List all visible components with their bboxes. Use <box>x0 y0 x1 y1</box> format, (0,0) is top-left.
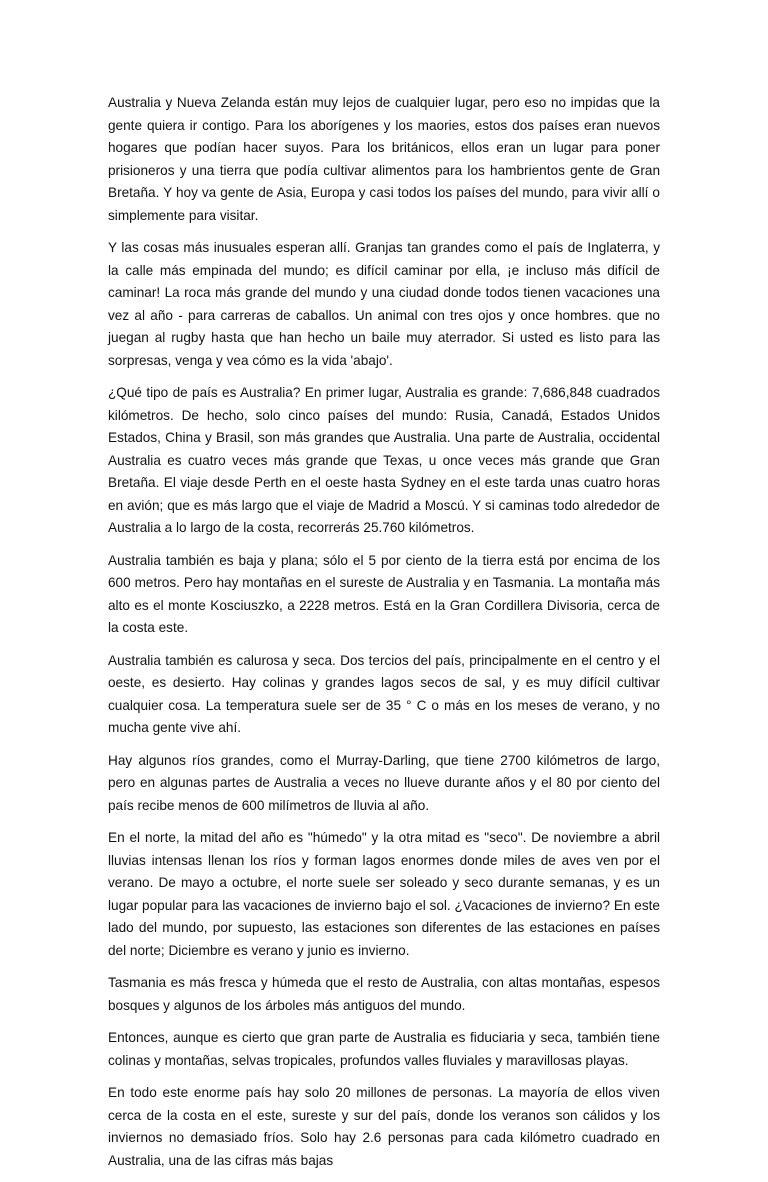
paragraph-intro: Australia y Nueva Zelanda están muy lejos de cualquier lugar, pero eso no impidas que la gente quiera ir contigo. Para los aborígenes y los maories, estos dos países eran nuevos hogares que podían hacer suyos. Para los británicos, ellos eran un lugar para poner prisioneros y una tierra que podía cultivar alimentos para los hambrientos gente de Gran Bretaña. Y hoy va gente de Asia, Europa y casi todos los países del mundo, para vivir allí o simplemente para visitar. <box>108 95 660 223</box>
paragraph-size: ¿Qué tipo de país es Australia? En primer lugar, Australia es grande: 7,686,848 cuadrados kilómetros. De hecho, solo cinco países del mundo: Rusia, Canadá, Estados Unidos Estados, China y Brasil, son más grandes que Australia. Una parte de Australia, occidental Australia es cuatro veces más grande que Texas, u once veces más grande que Gran Bretaña. El viaje desde Perth en el oeste hasta Sydney en el este tarda unas cuatro horas en avión; que es más largo que el viaje de Madrid a Moscú. Y si caminas todo alrededor de Australia a lo largo de la costa, recorrerás 25.760 kilómetros. <box>108 385 660 535</box>
paragraph-landscapes: Entonces, aunque es cierto que gran parte de Australia es fiduciaria y seca, también tiene colinas y montañas, selvas tropicales, profundos valles fluviales y maravillosas playas. <box>108 1030 660 1068</box>
paragraph-tasmania: Tasmania es más fresca y húmeda que el resto de Australia, con altas montañas, espesos bosques y algunos de los árboles más antiguos del mundo. <box>108 975 660 1013</box>
paragraph-hot-dry: Australia también es calurosa y seca. Dos tercios del país, principalmente en el centro y el oeste, es desierto. Hay colinas y grandes lagos secos de sal, y es muy difícil cultivar cualquier cosa. La temperatura suele ser de 35 ° C o más en los meses de verano, y no mucha gente vive ahí. <box>108 652 660 735</box>
paragraph-north-seasons: En el norte, la mitad del año es "húmedo" y la otra mitad es "seco". De noviembre a abril lluvias intensas llenan los ríos y forman lagos enormes donde miles de aves ven por el verano. De mayo a octubre, el norte suele ser soleado y seco durante semanas, y es un lugar popular para las vacaciones de invierno bajo el sol. ¿Vacaciones de invierno? En este lado del mundo, por supuesto, las estaciones son diferentes de las estaciones en países del norte; Diciembre es verano y junio es invierno. <box>108 830 660 958</box>
paragraph-unusual-things: Y las cosas más inusuales esperan allí. Granjas tan grandes como el país de Inglaterra, y la calle más empinada del mundo; es difícil caminar por ella, ¡e incluso más difícil de caminar! La roca más grande del mundo y una ciudad donde todos tienen vacaciones una vez al año - para carreras de caballos. Un animal con tres ojos y once hombres. que no juegan al rugby hasta que han hecho un baile muy aterrador. Si usted es listo para las sorpresas, venga y vea cómo es la vida 'abajo'. <box>108 240 660 368</box>
paragraph-flat-land: Australia también es baja y plana; sólo el 5 por ciento de la tierra está por encima de los 600 metros. Pero hay montañas en el sureste de Australia y en Tasmania. La montaña más alto es el monte Kosciuszko, a 2228 metros. Está en la Gran Cordillera Divisoria, cerca de la costa este. <box>108 552 660 635</box>
paragraph-population: En todo este enorme país hay solo 20 millones de personas. La mayoría de ellos viven cerca de la costa en el este, sureste y sur del país, donde los veranos son cálidos y los inviernos no demasiado fríos. Solo hay 2.6 personas para cada kilómetro cuadrado en Australia, una de las cifras más bajas <box>108 1085 660 1168</box>
document-body <box>108 92 660 1182</box>
paragraph-rivers: Hay algunos ríos grandes, como el Murray-Darling, que tiene 2700 kilómetros de largo, pero en algunas partes de Australia a veces no llueve durante años y el 80 por ciento del país recibe menos de 600 milímetros de lluvia al año. <box>108 752 660 813</box>
